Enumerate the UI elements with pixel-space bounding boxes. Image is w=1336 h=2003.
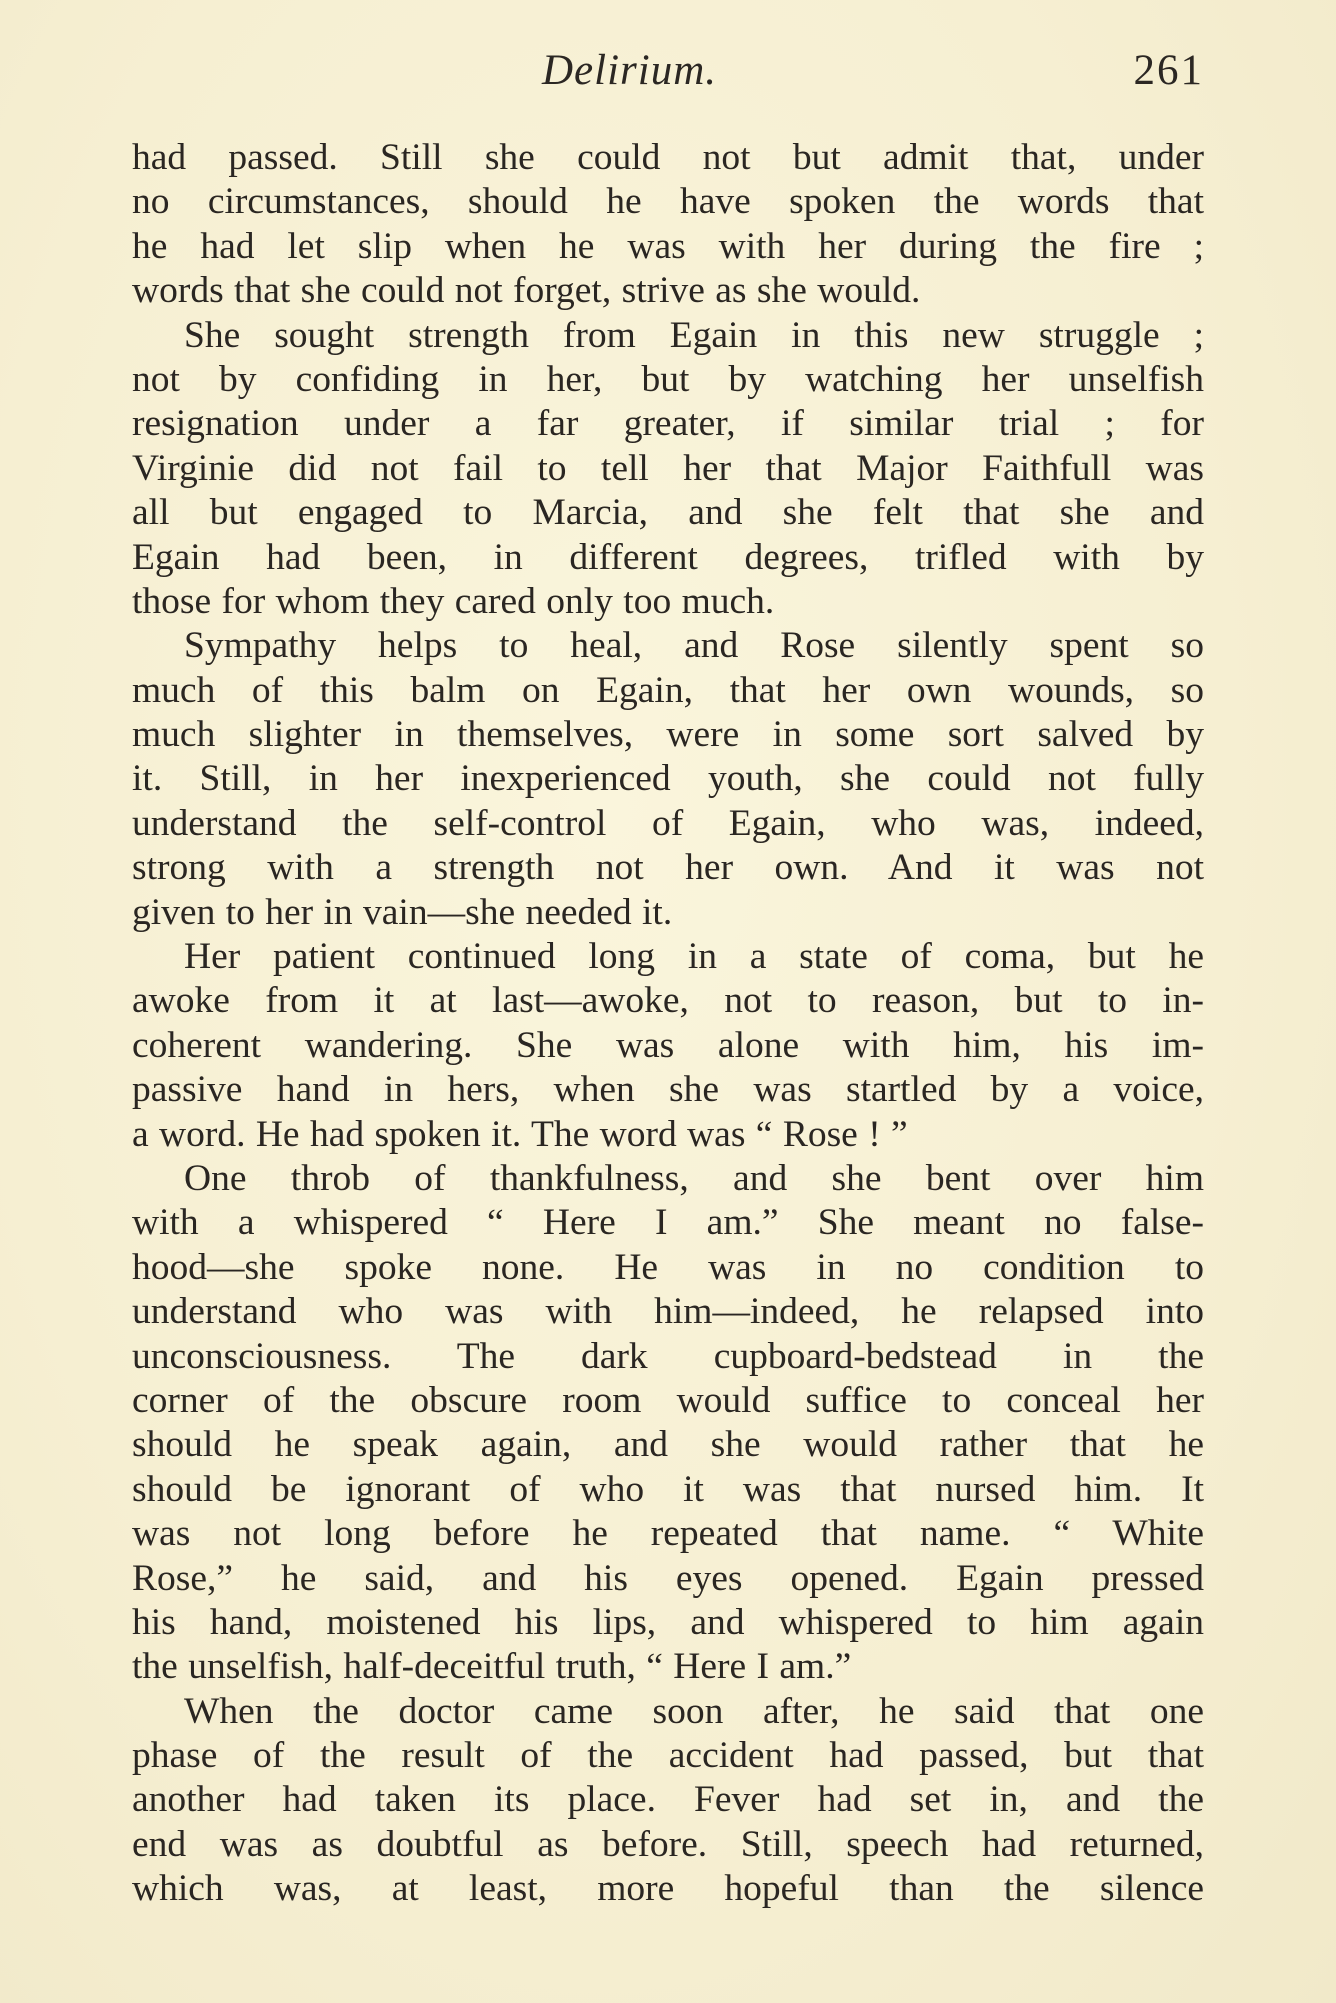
text-line: not by confiding in her, but by watching her unselfish <box>132 358 1204 400</box>
text-line: passive hand in hers, when she was startled by a voice, <box>132 1069 1204 1111</box>
text-line: should he speak again, and she would rather that he <box>132 1424 1204 1466</box>
text-line: When the doctor came soon after, he said that one <box>184 1690 1204 1732</box>
text-line: phase of the result of the accident had passed, but that <box>132 1735 1204 1777</box>
text-line: was not long before he repeated that name. “ White <box>132 1513 1204 1555</box>
text-line: the unselfish, half-deceitful truth, “ Here I am.” <box>132 1646 852 1688</box>
text-line: it. Still, in her inexperienced youth, she could not fully <box>132 758 1204 800</box>
running-title: Delirium. <box>542 47 718 94</box>
text-line: no circumstances, should he have spoken the words that <box>132 181 1204 223</box>
text-line: another had taken its place. Fever had set in, and the <box>132 1779 1204 1821</box>
text-line: strong with a strength not her own. And it was not <box>132 847 1204 889</box>
text-line: he had let slip when he was with her during the fire ; <box>132 225 1204 267</box>
text-line: understand who was with him—indeed, he relapsed into <box>132 1291 1204 1333</box>
text-line: which was, at least, more hopeful than the silence <box>132 1868 1204 1910</box>
text-line: coherent wandering. She was alone with him, his im- <box>132 1024 1204 1066</box>
text-line: She sought strength from Egain in this new struggle ; <box>184 314 1204 356</box>
text-line: with a whispered “ Here I am.” She meant no false- <box>132 1202 1204 1244</box>
text-line: Her patient continued long in a state of coma, but he <box>184 936 1204 978</box>
text-line: One throb of thankfulness, and she bent over him <box>184 1157 1204 1199</box>
text-line: words that she could not forget, strive as she would. <box>132 270 921 312</box>
text-line: hood—she spoke none. He was in no condition to <box>132 1246 1204 1288</box>
text-line: much slighter in themselves, were in some sort salved by <box>132 714 1204 756</box>
text-line: given to her in vain—she needed it. <box>132 891 673 933</box>
text-line: unconsciousness. The dark cupboard-bedstead in the <box>132 1335 1204 1377</box>
text-line: his hand, moistened his lips, and whispered to him again <box>132 1601 1204 1643</box>
text-line: end was as doubtful as before. Still, speech had returned, <box>132 1823 1204 1865</box>
text-line: should be ignorant of who it was that nursed him. It <box>132 1468 1204 1510</box>
text-line: much of this balm on Egain, that her own wounds, so <box>132 669 1204 711</box>
text-line: those for whom they cared only too much. <box>132 580 775 622</box>
body-text <box>132 136 1204 1912</box>
text-line: corner of the obscure room would suffice to conceal her <box>132 1379 1204 1421</box>
text-line: Sympathy helps to heal, and Rose silently spent so <box>184 625 1204 667</box>
running-head <box>132 46 1204 106</box>
text-line: resignation under a far greater, if similar trial ; for <box>132 403 1204 445</box>
text-line: all but engaged to Marcia, and she felt that she and <box>132 492 1204 534</box>
text-line: had passed. Still she could not but admit that, under <box>132 137 1204 178</box>
text-line: Egain had been, in different degrees, trifled with by <box>132 536 1204 578</box>
text-line: Virginie did not fail to tell her that Major Faithfull was <box>132 447 1204 489</box>
page-number: 261 <box>1133 47 1204 94</box>
text-line: understand the self-control of Egain, who was, indeed, <box>132 802 1204 844</box>
text-line: a word. He had spoken it. The word was “ Rose ! ” <box>132 1113 908 1155</box>
text-line: awoke from it at last—awoke, not to reason, but to in- <box>132 980 1204 1022</box>
text-line: Rose,” he said, and his eyes opened. Egain pressed <box>132 1557 1204 1599</box>
